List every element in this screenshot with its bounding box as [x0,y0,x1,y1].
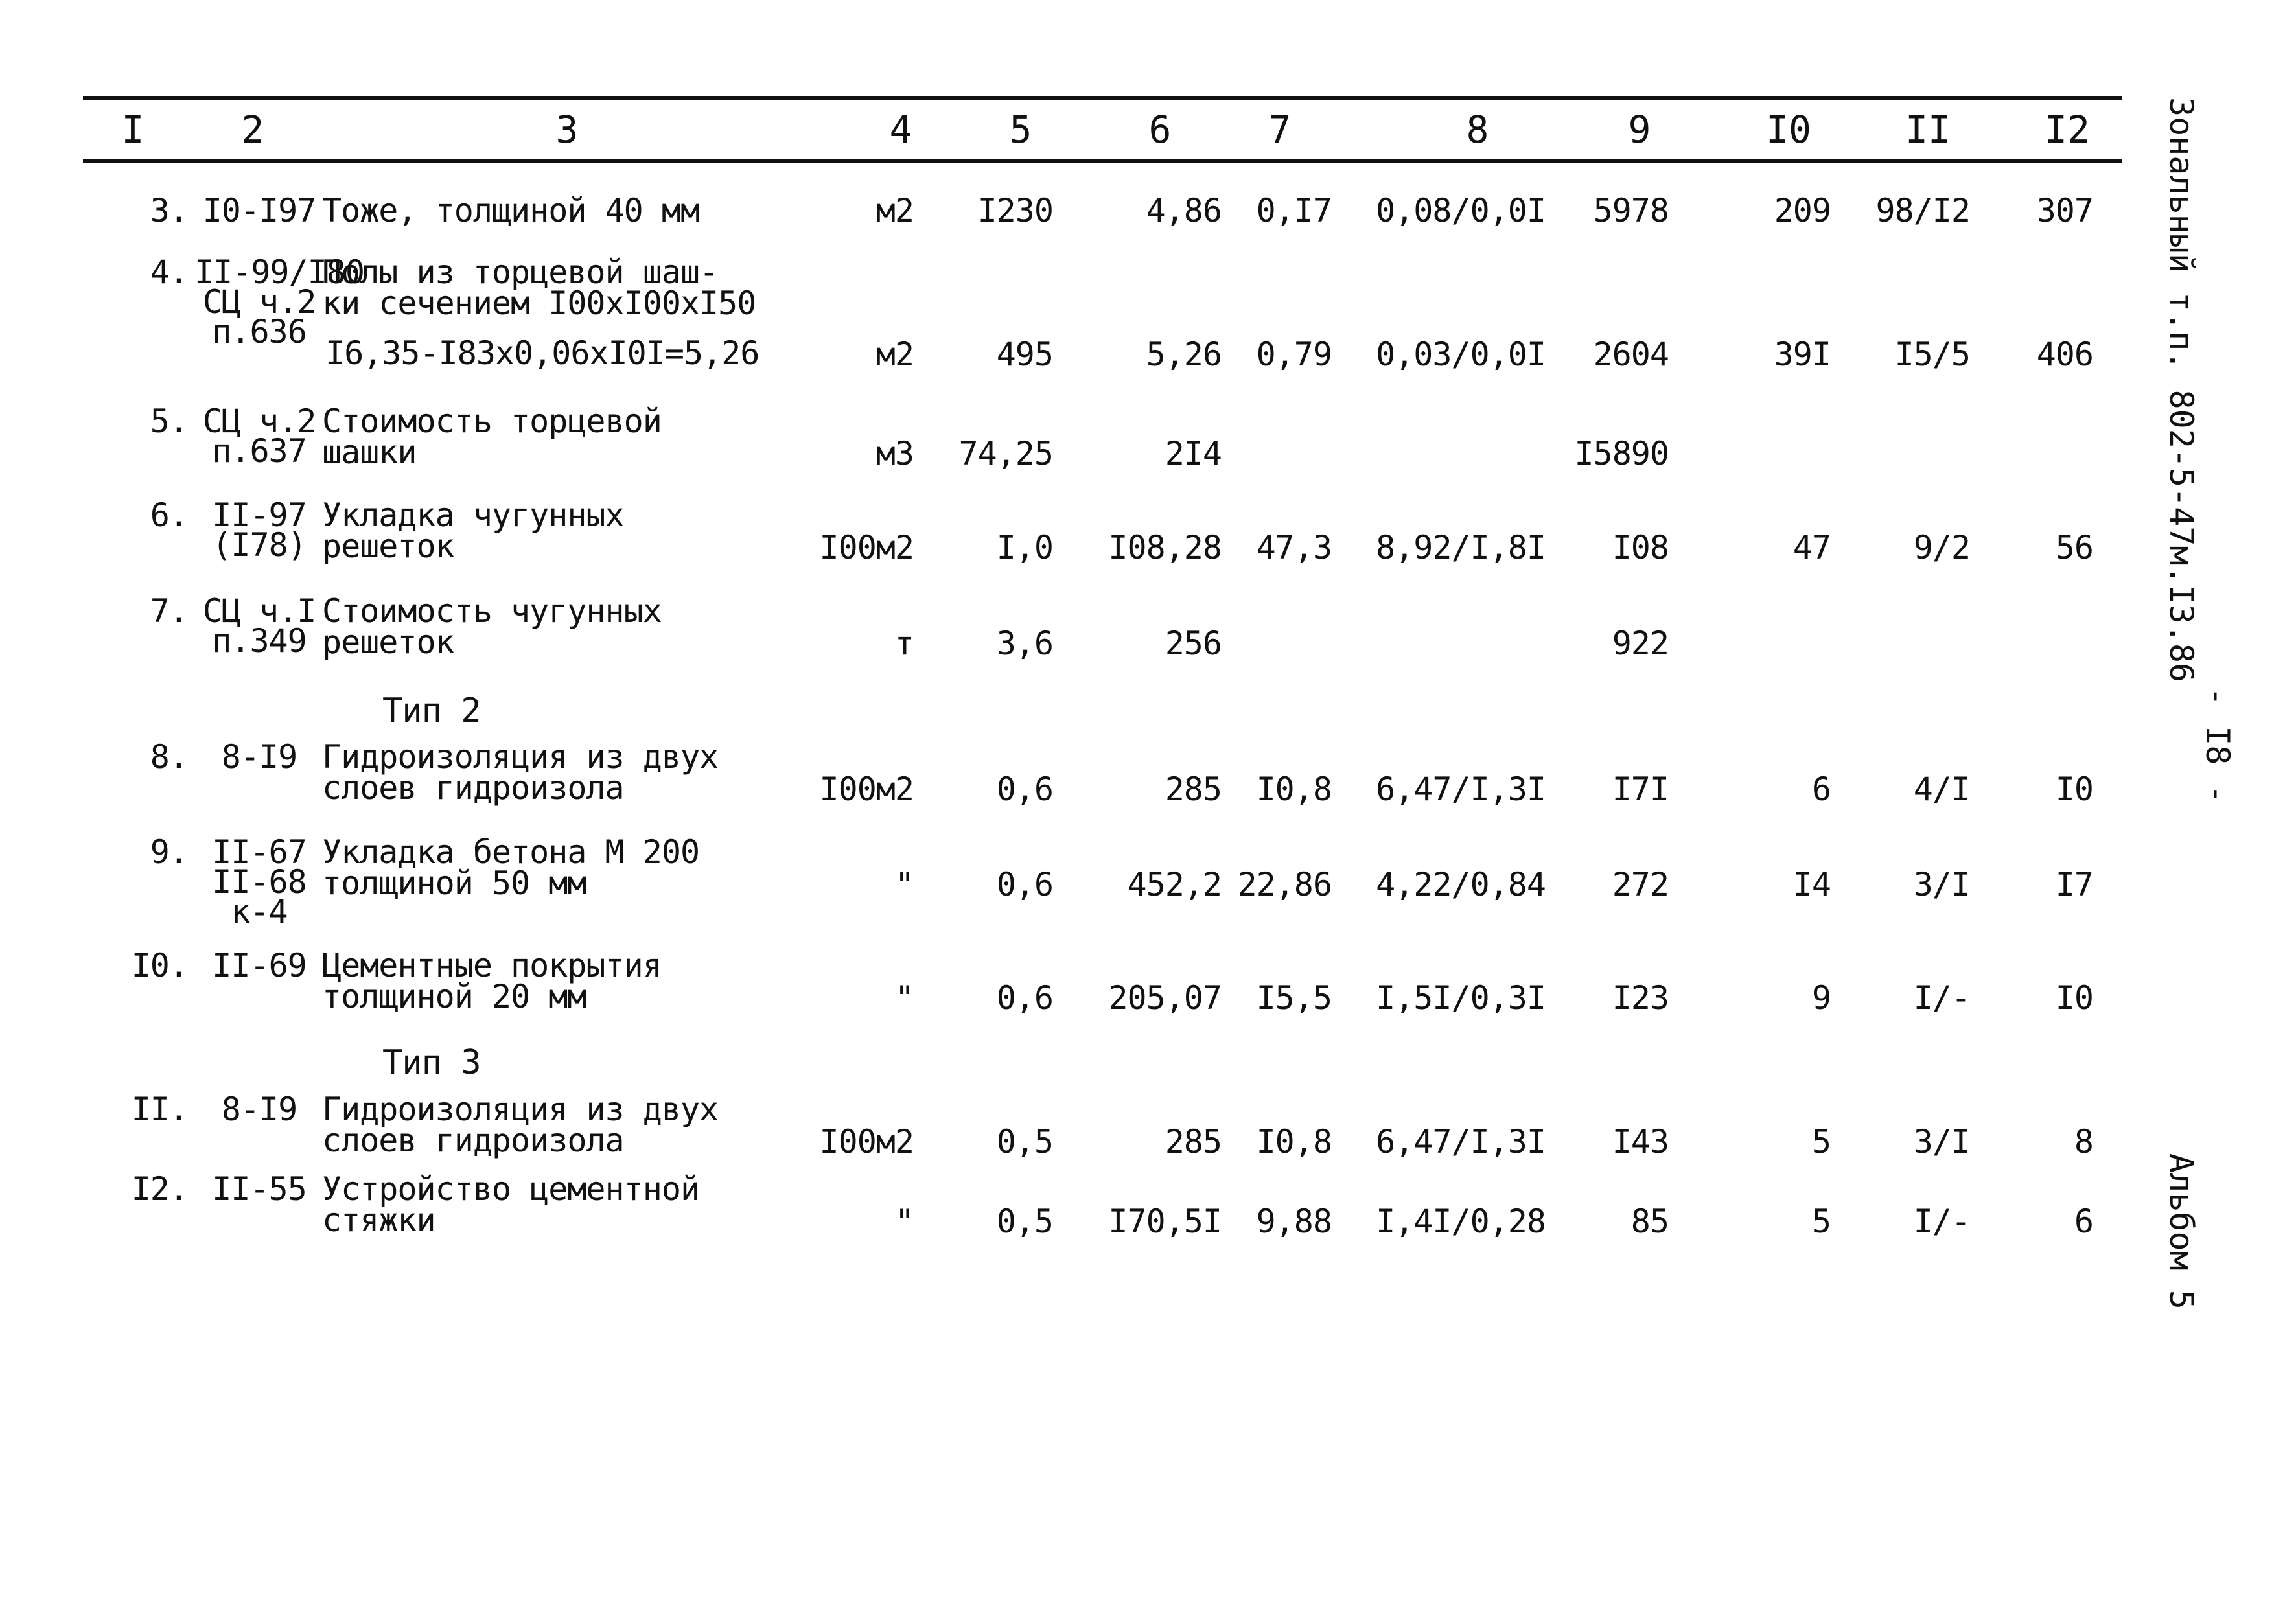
section-heading: Тип 2 [382,691,481,730]
cell-c9: I5890 [1574,435,1669,472]
cell-c10: 6 [1811,770,1831,808]
cell-c8: 0,03/0,0I [1376,336,1546,373]
cell-c9: 922 [1612,625,1669,662]
cell-c6: 285 [1165,770,1222,808]
cell-unit: " [894,979,914,1017]
row-description: Устройство цементной [322,1170,700,1208]
row-reference: II-99/I80 [194,253,364,291]
cell-c8: 6,47/I,3I [1376,1123,1546,1161]
header-cell: II [1905,108,1951,152]
row-description: Стоимость торцевой [322,402,662,440]
header-rule [83,159,2122,163]
row-description: Гидроизоляция из двух [322,738,719,776]
cell-unit: т [894,625,914,662]
cell-c7: I0,8 [1256,1123,1332,1161]
cell-c9: I08 [1612,529,1669,566]
row-reference: II-67 [212,833,307,871]
row-number: 8. [150,738,188,776]
row-reference: I0-I97 [202,192,316,229]
row-description: шашки [322,434,417,471]
cell-c10: 9 [1811,979,1831,1017]
cell-c5: 74,25 [958,435,1053,472]
cell-c12: I0 [2055,770,2093,808]
row-reference: (I78) [212,526,307,564]
cell-c5: 495 [996,336,1053,373]
cell-c5: 3,6 [996,625,1053,662]
cell-c11: I5/5 [1894,336,1970,373]
cell-c12: 8 [2074,1123,2093,1161]
cell-c5: 0,6 [996,770,1053,808]
cell-unit: м3 [875,435,914,472]
cell-c12: 56 [2055,529,2093,566]
top-rule [83,96,2122,100]
cell-c10: 47 [1792,529,1831,566]
row-description: Полы из торцевой шаш- [322,253,719,291]
cell-c8: 4,22/0,84 [1376,866,1546,903]
row-description: решеток [322,527,454,565]
row-formula: I6,35-I83х0,06хI0I=5,26 [325,334,760,372]
cell-c8: 0,08/0,0I [1376,192,1546,229]
cell-unit: м2 [875,336,914,373]
cell-c7: 47,3 [1256,529,1332,566]
row-number: I0. [131,947,188,984]
header-cell: 9 [1628,108,1651,152]
cell-c8: I,5I/0,3I [1376,979,1546,1017]
row-reference: СЦ ч.I [202,592,316,630]
side-doc-code: Зональный т.п. 802-5-47м.I3.86 [2163,97,2200,683]
cell-c11: I/- [1913,979,1970,1017]
row-description: Стоимость чугунных [322,592,662,630]
cell-unit: " [894,866,914,903]
row-reference: II-69 [212,947,307,984]
cell-c7: 9,88 [1256,1203,1332,1240]
cell-c12: 406 [2036,336,2093,373]
side-album: Альбом 5 [2163,1153,2200,1310]
cell-c9: 85 [1630,1203,1669,1240]
cell-c11: 3/I [1913,866,1970,903]
cell-c11: 9/2 [1913,529,1970,566]
row-description: Гидроизоляция из двух [322,1091,719,1128]
header-cell: I [121,108,145,152]
row-description: Укладка чугунных [322,496,624,534]
section-heading: Тип 3 [382,1043,481,1082]
cell-c5: I230 [977,192,1053,229]
row-reference: п.349 [212,622,307,660]
cell-c12: 6 [2074,1203,2093,1240]
header-cell: 7 [1268,108,1292,152]
row-number: I2. [131,1170,188,1208]
cell-c8: I,4I/0,28 [1376,1203,1546,1240]
header-cell: 4 [889,108,912,152]
row-number: II. [131,1091,188,1128]
cell-c7: 22,86 [1237,866,1332,903]
cell-unit: I00м2 [819,529,914,566]
cell-c8: 8,92/I,8I [1376,529,1546,566]
cell-c6: 285 [1165,1123,1222,1161]
row-reference: СЦ ч.2 [202,402,316,440]
cell-c6: I08,28 [1108,529,1222,566]
cell-c10: 5 [1811,1123,1831,1161]
cell-c11: I/- [1913,1203,1970,1240]
row-description: Укладка бетона М 200 [322,833,700,871]
row-reference: к-4 [231,893,288,931]
row-reference: п.637 [212,432,307,470]
cell-c11: 3/I [1913,1123,1970,1161]
row-number: 9. [150,833,188,871]
cell-c11: 98/I2 [1875,192,1970,229]
row-reference: II-55 [212,1170,307,1208]
header-cell: I0 [1766,108,1811,152]
cell-c12: I0 [2055,979,2093,1017]
cell-c6: 256 [1165,625,1222,662]
cell-c12: I7 [2055,866,2093,903]
cell-c9: 272 [1612,866,1669,903]
cell-c6: 452,2 [1127,866,1222,903]
cell-c8: 6,47/I,3I [1376,770,1546,808]
header-cell: 3 [555,108,579,152]
cell-c6: 4,86 [1146,192,1222,229]
row-reference: II-97 [212,496,307,534]
cell-c6: 5,26 [1146,336,1222,373]
header-cell: 5 [1009,108,1032,152]
row-description: Цементные покрытия [322,947,662,984]
cell-c5: 0,6 [996,979,1053,1017]
row-description: ки сечением I00хI00хI50 [322,284,756,322]
row-number: 5. [150,402,188,440]
cell-c9: 5978 [1593,192,1669,229]
row-number: 3. [150,192,188,229]
row-number: 7. [150,592,188,630]
cell-c6: I70,5I [1108,1203,1222,1240]
header-cell: 2 [241,108,264,152]
cell-c9: I7I [1612,770,1669,808]
row-reference: СЦ ч.2 [202,283,316,321]
cell-c9: 2604 [1593,336,1669,373]
cell-c7: 0,I7 [1256,192,1332,229]
cell-c5: 0,6 [996,866,1053,903]
row-description: толщиной 20 мм [322,978,586,1015]
cell-c12: 307 [2036,192,2093,229]
cell-c10: 39I [1774,336,1831,373]
cell-c5: 0,5 [996,1123,1053,1161]
cell-c10: 209 [1774,192,1831,229]
cell-c9: I23 [1612,979,1669,1017]
cell-c7: I5,5 [1256,979,1332,1017]
row-description: Тоже, толщиной 40 мм [322,192,700,229]
cell-c10: I4 [1792,866,1831,903]
cell-c5: 0,5 [996,1203,1053,1240]
cell-c5: I,0 [996,529,1053,566]
cell-c7: I0,8 [1256,770,1332,808]
row-number: 6. [150,496,188,534]
row-description: стяжки [322,1201,435,1239]
cell-c7: 0,79 [1256,336,1332,373]
cell-c6: 2I4 [1165,435,1222,472]
row-reference: 8-I9 [221,1091,297,1128]
row-description: решеток [322,623,454,661]
row-reference: п.636 [212,313,307,351]
cell-unit: I00м2 [819,770,914,808]
row-reference: 8-I9 [221,738,297,776]
cell-c9: I43 [1612,1123,1669,1161]
header-cell: 8 [1466,108,1489,152]
row-number: 4. [150,253,188,291]
cell-unit: м2 [875,192,914,229]
cell-c11: 4/I [1913,770,1970,808]
header-cell: 6 [1148,108,1172,152]
side-page-number: - I8 - [2199,687,2236,804]
row-reference: II-68 [212,863,307,901]
cell-c6: 205,07 [1108,979,1222,1017]
row-description: слоев гидроизола [322,769,624,807]
row-description: слоев гидроизола [322,1122,624,1159]
cell-unit: I00м2 [819,1123,914,1161]
row-description: толщиной 50 мм [322,864,586,902]
header-cell: I2 [2045,108,2090,152]
cell-unit: " [894,1203,914,1240]
cell-c10: 5 [1811,1203,1831,1240]
